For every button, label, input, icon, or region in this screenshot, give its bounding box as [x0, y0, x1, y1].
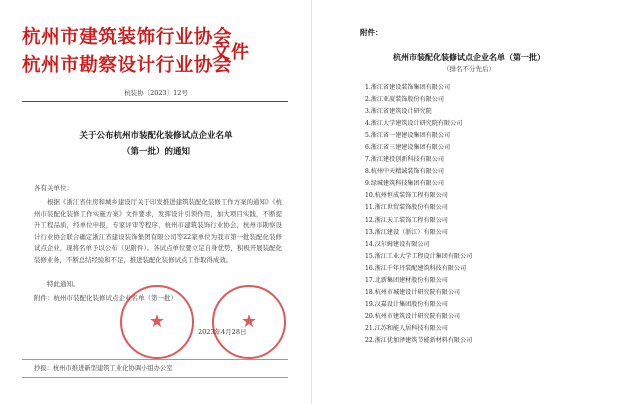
list-item: 5.浙江省一建建设集团有限公司 — [365, 132, 451, 140]
list-item: 10.杭州恒成装饰工程有限公司 — [365, 192, 448, 200]
notice-title-line-1: 关于公布杭州市装配化装修试点企业名单 — [79, 131, 233, 141]
list-item: 21.江苏和能人居科技有限公司 — [365, 324, 448, 332]
list-item: 17.北新集团建材股份有限公司 — [365, 276, 448, 284]
list-item: 18.杭州市城建设计研究院有限公司 — [365, 288, 461, 296]
notice-title-line-2: （第一批）的通知 — [121, 147, 190, 157]
signing-date: 2023年4月28日 — [198, 328, 247, 336]
list-item: 2.浙江亚厦装饰股份有限公司 — [365, 96, 444, 104]
list-item: 4.浙江大学建筑设计研究院有限公司 — [365, 120, 463, 128]
cc-divider-top — [22, 359, 288, 360]
cc-divider-bottom — [22, 377, 288, 378]
list-item: 22.浙江优加泽建筑节能新材料有限公司 — [365, 336, 473, 344]
official-seal-icon — [212, 285, 286, 359]
notice-body: 根据《浙江省住房和城乡建设厅关于印发推进建筑装配化装修工作方案的通知》《杭州市装配化装修工作实施方案》文件要求，发挥设计引领作用，加大项目实践，不断提升工程品质，经单位申报，专家评审等程序，杭州市建筑装饰行业协会、杭州市勘察设计行业协会联合确定浙江省建设装饰集团有限公司等22家单位为我市第一批装配化装修试点企业，现将名单予以公布（见附件）。各试点单位要立足自身优势，积极开展装配化装修业务，不断总结经验和不足，推进装配化装修试点工作取得成效。 — [34, 198, 282, 264]
attachment-reference: 附件：杭州市装配化装修试点企业名单（第一批） — [34, 294, 177, 302]
list-subtitle: （排名不分先后） — [443, 65, 495, 73]
document-label: 文件 — [212, 42, 250, 63]
company-list — [365, 82, 615, 347]
attachment-label: 附件： — [360, 28, 383, 37]
list-item: 12.浙江天工装饰工程有限公司 — [365, 216, 448, 224]
list-item: 8.杭州中天精诚装饰有限公司 — [365, 168, 444, 176]
list-item: 15.浙江工业大学工程设计集团有限公司 — [365, 252, 473, 260]
official-seal-icon — [120, 285, 194, 359]
list-item: 11.浙江世贸装饰股份有限公司 — [365, 204, 448, 212]
list-item: 19.汉嘉设计集团股份有限公司 — [365, 300, 448, 308]
document-number: 杭装协〔2023〕12号 — [124, 89, 188, 97]
attachment-page — [313, 0, 625, 404]
notice-page — [0, 0, 312, 404]
list-item: 6.浙江省三建建设集团有限公司 — [365, 144, 451, 152]
list-item: 7.浙江建投创新科技有限公司 — [365, 156, 444, 164]
org-name-decoration-association: 杭州市建筑装饰行业协会 — [22, 27, 233, 48]
org-name-design-association: 杭州市勘察设计行业协会 — [22, 55, 233, 76]
cc-recipient: 抄报：杭州市推进新型建筑工业化协调小组办公室 — [34, 365, 173, 372]
list-item: 14.汉尔姆建设有限公司 — [365, 240, 430, 248]
list-item: 13.浙江建设（浙江）有限公司 — [365, 228, 448, 236]
list-item: 1.浙江省建设装饰集团有限公司 — [365, 84, 451, 91]
salutation: 各有关单位： — [34, 184, 73, 192]
list-item: 20.杭州市建筑设计研究院有限公司 — [365, 312, 461, 320]
list-item: 16.浙江千年丹装配建筑科技有限公司 — [365, 264, 467, 272]
closing-remark: 特此通知。 — [47, 280, 80, 288]
list-item: 3.浙江省建筑设计研究院 — [365, 108, 432, 116]
red-divider — [22, 101, 288, 102]
list-item: 9.绿城建筑科技集团有限公司 — [365, 180, 444, 188]
list-title: 杭州市装配化装修试点企业名单（第一批） — [393, 53, 545, 62]
